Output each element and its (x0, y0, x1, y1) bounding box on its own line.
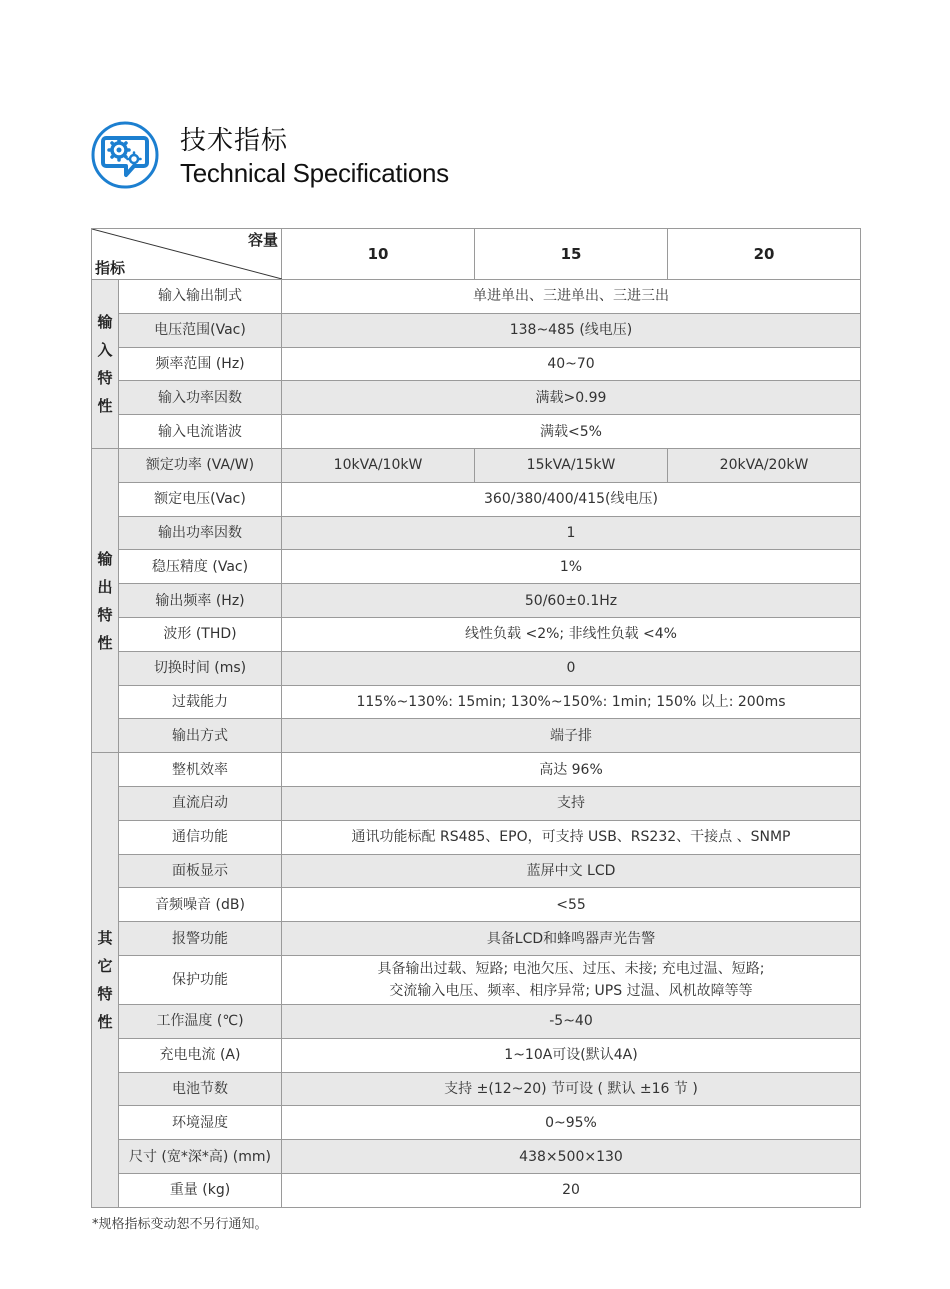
group-label-text: 输入特性 (97, 312, 113, 415)
spec-value: 蓝屏中文 LCD (282, 854, 861, 888)
spec-name: 切换时间 (ms) (119, 651, 282, 685)
spec-value: 支持 ±(12~20) 节可设 ( 默认 ±16 节 ) (282, 1072, 861, 1106)
spec-value: 0 (282, 651, 861, 685)
table-row (92, 280, 861, 314)
spec-name: 输入电流谐波 (119, 415, 282, 449)
table-row (92, 381, 861, 415)
group-label-output (92, 448, 119, 752)
group-label-text: 其它特性 (97, 928, 113, 1031)
group-label-other (92, 753, 119, 1208)
spec-value-line: 具备输出过载、短路; 电池欠压、过压、未接; 充电过温、短路; (377, 960, 765, 977)
table-row (92, 651, 861, 685)
spec-name: 稳压精度 (Vac) (119, 550, 282, 584)
table-row (92, 347, 861, 381)
table-row (92, 719, 861, 753)
capacity-header-10: 10 (282, 229, 475, 280)
corner-cell (92, 229, 282, 280)
spec-name: 波形 (THD) (119, 617, 282, 651)
spec-value: 15kVA/15kW (475, 448, 668, 482)
spec-value: <55 (282, 888, 861, 922)
table-row (92, 888, 861, 922)
table-row (92, 922, 861, 956)
specifications-table (91, 228, 861, 1208)
spec-value: 20 (282, 1173, 861, 1207)
spec-name: 报警功能 (119, 922, 282, 956)
table-row (92, 1106, 861, 1140)
spec-value: 115%~130%: 15min; 130%~150%: 1min; 150% 以上: 200ms (282, 685, 861, 719)
table-row (92, 1140, 861, 1174)
table-row (92, 313, 861, 347)
spec-name: 额定功率 (VA/W) (119, 448, 282, 482)
spec-value: -5~40 (282, 1004, 861, 1038)
spec-value: 40~70 (282, 347, 861, 381)
table-row (92, 1072, 861, 1106)
table-header-row (92, 229, 861, 280)
table-row (92, 617, 861, 651)
spec-name: 工作温度 (℃) (119, 1004, 282, 1038)
corner-indicator-label: 指标 (95, 259, 126, 277)
spec-name: 输出功率因数 (119, 516, 282, 550)
spec-value: 单进单出、三进单出、三进三出 (282, 280, 861, 314)
page-title-en: Technical Specifications (180, 158, 449, 188)
table-row (92, 415, 861, 449)
spec-name: 过载能力 (119, 685, 282, 719)
spec-name: 直流启动 (119, 786, 282, 820)
spec-name: 保护功能 (119, 955, 282, 1004)
table-row (92, 550, 861, 584)
spec-value: 1 (282, 516, 861, 550)
spec-value-multiline (282, 955, 861, 1004)
spec-name: 充电电流 (A) (119, 1038, 282, 1072)
spec-name: 通信功能 (119, 820, 282, 854)
table-row (92, 854, 861, 888)
spec-value: 满载<5% (282, 415, 861, 449)
spec-name: 输入输出制式 (119, 280, 282, 314)
spec-value: 具备LCD和蜂鸣器声光告警 (282, 922, 861, 956)
spec-name: 重量 (kg) (119, 1173, 282, 1207)
table-row (92, 820, 861, 854)
spec-value: 10kVA/10kW (282, 448, 475, 482)
spec-name: 整机效率 (119, 753, 282, 787)
spec-name: 输出方式 (119, 719, 282, 753)
spec-value: 438×500×130 (282, 1140, 861, 1174)
spec-value: 1~10A可设(默认4A) (282, 1038, 861, 1072)
spec-value: 支持 (282, 786, 861, 820)
table-row (92, 516, 861, 550)
spec-value: 1% (282, 550, 861, 584)
spec-value: 138~485 (线电压) (282, 313, 861, 347)
table-row (92, 448, 861, 482)
spec-name: 电池节数 (119, 1072, 282, 1106)
spec-value: 端子排 (282, 719, 861, 753)
table-row (92, 482, 861, 516)
spec-value: 线性负载 <2%; 非线性负载 <4% (282, 617, 861, 651)
spec-value: 0~95% (282, 1106, 861, 1140)
table-row (92, 786, 861, 820)
table-row (92, 1004, 861, 1038)
spec-name: 尺寸 (宽*深*高) (mm) (119, 1140, 282, 1174)
spec-value: 20kVA/20kW (668, 448, 861, 482)
corner-capacity-label: 容量 (247, 231, 278, 249)
spec-name: 环境湿度 (119, 1106, 282, 1140)
spec-name: 额定电压(Vac) (119, 482, 282, 516)
table-row (92, 753, 861, 787)
table-row (92, 1038, 861, 1072)
spec-name: 电压范围(Vac) (119, 313, 282, 347)
spec-value: 高达 96% (282, 753, 861, 787)
spec-value: 360/380/400/415(线电压) (282, 482, 861, 516)
table-row (92, 1173, 861, 1207)
table-row (92, 584, 861, 618)
group-label-input (92, 280, 119, 449)
page-title-cn: 技术指标 (180, 126, 289, 156)
table-row (92, 955, 861, 1004)
spec-name: 音频噪音 (dB) (119, 888, 282, 922)
gear-chat-icon (90, 112, 160, 198)
spec-value-line: 交流输入电压、频率、相序异常; UPS 过温、风机故障等等 (389, 982, 753, 999)
spec-value: 满载>0.99 (282, 381, 861, 415)
spec-name: 输出频率 (Hz) (119, 584, 282, 618)
spec-name: 面板显示 (119, 854, 282, 888)
capacity-header-15: 15 (475, 229, 668, 280)
spec-value: 50/60±0.1Hz (282, 584, 861, 618)
footnote: *规格指标变动恕不另行通知。 (92, 1217, 268, 1232)
spec-name: 频率范围 (Hz) (119, 347, 282, 381)
spec-name: 输入功率因数 (119, 381, 282, 415)
capacity-header-20: 20 (668, 229, 861, 280)
spec-value: 通讯功能标配 RS485、EPO，可支持 USB、RS232、干接点 、SNMP (282, 820, 861, 854)
table-row (92, 685, 861, 719)
group-label-text: 输出特性 (97, 549, 113, 652)
